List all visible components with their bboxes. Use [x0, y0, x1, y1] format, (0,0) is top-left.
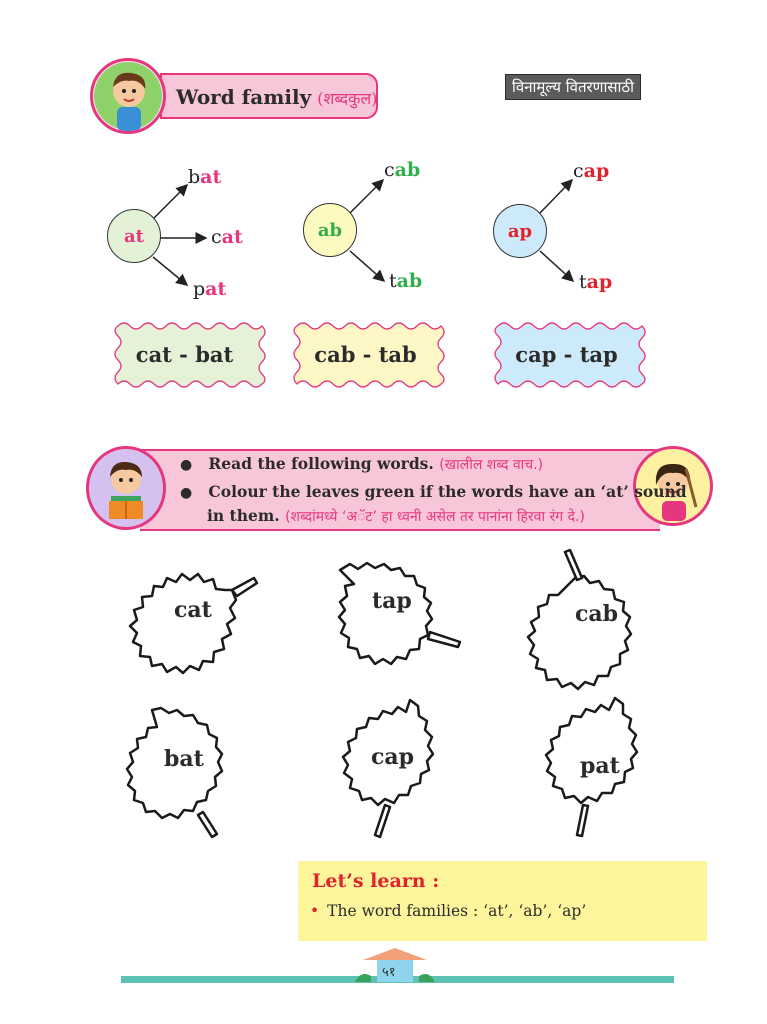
leaf-stem-cab: [565, 550, 582, 580]
title-mr: (शब्दकुल): [317, 89, 378, 108]
family-word-cab: cab: [384, 159, 421, 181]
leaf-word[interactable]: cat: [174, 597, 212, 623]
leaf-word[interactable]: bat: [164, 746, 204, 772]
instruction-2: ● Colour the leaves green if the words have an ‘at’ sound: [180, 482, 687, 501]
lets-learn-title: Let’s learn :: [312, 870, 440, 892]
leaf-word[interactable]: pat: [580, 753, 620, 779]
family-center-label: ab: [317, 219, 343, 241]
leaf-stem-cat: [232, 578, 257, 596]
leaf-stem-pat: [577, 805, 588, 836]
arrow-ab-tab: [350, 251, 384, 281]
page-number: ५१: [382, 965, 396, 980]
leaf-stem-cap: [375, 805, 390, 837]
instruction-2-cont: in them. (शब्दांमध्ये ‘अॅट’ हा ध्वनी असेल तर पानांना हिरवा रंग दे.): [207, 506, 585, 525]
leaves-layer: [0, 540, 767, 850]
reading-boy-icon: [89, 449, 163, 527]
arrow-at-pat: [153, 257, 187, 285]
family-word-cap: cap: [573, 160, 610, 182]
pair-label-ab: cab - tab: [314, 341, 417, 367]
bullet-icon: ●: [180, 457, 193, 473]
leaf-stem-bat: [198, 812, 217, 837]
arrow-ab-cab: [350, 180, 383, 213]
leaf-outline-pat: [546, 698, 637, 803]
reading-boy-avatar: [86, 446, 166, 530]
pair-label-ap: cap - tap: [515, 341, 618, 367]
leaf-outline-cat: [130, 574, 236, 673]
bullet-icon: •: [310, 902, 320, 920]
leaf-stem-tap: [428, 632, 460, 647]
free-distribution-badge: विनामूल्य वितरणासाठी: [505, 74, 641, 100]
family-word-tap: tap: [579, 271, 613, 293]
bullet-icon: ●: [180, 485, 193, 501]
title-en: Word family: [176, 85, 312, 109]
family-center-label: ap: [507, 220, 533, 242]
family-circle-ap: [493, 204, 547, 258]
family-circle-at: [107, 209, 161, 263]
family-word-pat: pat: [193, 278, 227, 300]
arrow-ap-tap: [540, 251, 573, 281]
family-circle-ab: [303, 203, 357, 257]
family-word-cat: cat: [211, 226, 243, 248]
leaf-word[interactable]: cab: [575, 601, 619, 627]
family-word-bat: bat: [188, 166, 222, 188]
leaf-word[interactable]: cap: [371, 744, 415, 770]
pair-label-at: cat - bat: [135, 341, 234, 367]
leaf-word[interactable]: tap: [372, 588, 412, 614]
instruction-1: ● Read the following words. (खालील शब्द वाच.): [180, 454, 544, 473]
family-word-tab: tab: [389, 270, 423, 292]
leaf-outline-cab: [528, 576, 631, 689]
lets-learn-item: • The word families : ‘at’, ‘ab’, ‘ap’: [310, 902, 587, 920]
family-center-label: at: [124, 225, 144, 247]
arrow-at-bat: [154, 185, 187, 218]
arrow-ap-cap: [540, 180, 572, 213]
